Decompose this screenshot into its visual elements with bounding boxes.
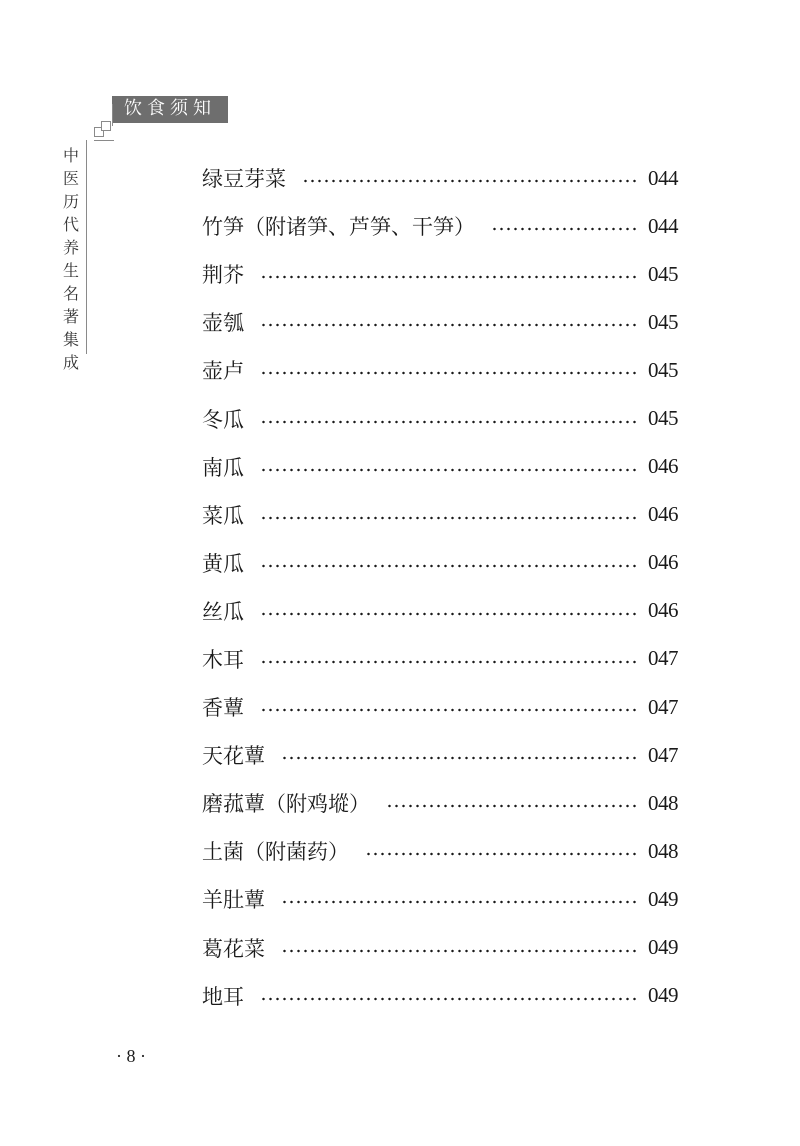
dot-leader	[258, 564, 638, 568]
dot-leader	[258, 323, 638, 327]
dot-leader	[258, 660, 638, 664]
toc-entry	[202, 346, 678, 394]
toc-entry	[202, 298, 678, 346]
dot-leader	[258, 516, 638, 520]
dot-leader	[279, 756, 638, 760]
toc-entry-page: 045	[648, 309, 678, 334]
toc-entry-title: 天花蕈	[202, 744, 265, 769]
dot-leader	[258, 420, 638, 424]
toc-entry-page: 044	[648, 165, 678, 190]
frame-vertical-upper	[112, 104, 113, 126]
toc-entry	[202, 827, 678, 875]
header-rule	[112, 122, 228, 123]
toc-entry-page: 045	[648, 406, 678, 431]
toc-entry-page: 049	[648, 935, 678, 960]
toc-entry	[202, 635, 678, 683]
toc-entry-title: 壶卢	[202, 359, 244, 384]
toc-entry-page: 049	[648, 886, 678, 911]
dot-leader	[300, 179, 638, 183]
dot-leader	[258, 997, 638, 1001]
frame-vertical-lower	[86, 140, 87, 354]
toc-entry-title: 菜瓜	[202, 503, 244, 528]
toc-entry-page: 048	[648, 838, 678, 863]
toc-entry-title: 荆芥	[202, 263, 244, 288]
dot-leader	[258, 371, 638, 375]
toc-entry	[202, 731, 678, 779]
toc-entry-page: 047	[648, 646, 678, 671]
series-title: 中医历代养生名著集成	[62, 146, 79, 372]
toc-entry	[202, 154, 678, 202]
dot-leader	[279, 900, 638, 904]
toc-entry	[202, 683, 678, 731]
toc-entry	[202, 972, 678, 1020]
toc-entry-title: 地耳	[202, 984, 244, 1009]
toc-entry-title: 香蕈	[202, 696, 244, 721]
toc-entry-title: 土菌（附菌药）	[202, 840, 349, 865]
toc-entry-page: 048	[648, 790, 678, 815]
toc-entry-title: 丝瓜	[202, 599, 244, 624]
dot-leader	[279, 949, 638, 953]
dot-leader	[258, 708, 638, 712]
toc-entry-page: 045	[648, 261, 678, 286]
table-of-contents	[202, 154, 678, 1020]
dot-leader	[489, 227, 638, 231]
dot-leader	[363, 852, 638, 856]
toc-entry-page: 046	[648, 598, 678, 623]
book-title: 饮食须知	[112, 96, 228, 122]
toc-entry	[202, 779, 678, 827]
toc-entry	[202, 394, 678, 442]
toc-entry-page: 047	[648, 742, 678, 767]
toc-entry-title: 葛花菜	[202, 936, 265, 961]
toc-entry-page: 044	[648, 213, 678, 238]
toc-entry	[202, 924, 678, 972]
toc-entry-page: 047	[648, 694, 678, 719]
dot-leader	[258, 612, 638, 616]
toc-entry-page: 046	[648, 550, 678, 575]
page-number: · 8 ·	[116, 1046, 146, 1066]
toc-entry-title: 绿豆芽菜	[202, 167, 286, 192]
toc-entry-title: 羊肚蕈	[202, 888, 265, 913]
toc-entry	[202, 875, 678, 923]
toc-entry	[202, 250, 678, 298]
toc-entry-page: 046	[648, 502, 678, 527]
toc-entry-title: 南瓜	[202, 455, 244, 480]
toc-entry-page: 045	[648, 357, 678, 382]
frame-horizontal	[94, 140, 114, 141]
toc-entry-title: 壶瓠	[202, 311, 244, 336]
toc-entry-title: 竹笋（附诸笋、芦笋、干笋）	[202, 215, 475, 240]
toc-entry-page: 049	[648, 983, 678, 1008]
toc-entry	[202, 587, 678, 635]
dot-leader	[258, 275, 638, 279]
toc-entry-page: 046	[648, 454, 678, 479]
toc-entry	[202, 491, 678, 539]
toc-entry-title: 黄瓜	[202, 551, 244, 576]
dot-leader	[384, 804, 638, 808]
toc-entry	[202, 539, 678, 587]
dot-leader	[258, 468, 638, 472]
toc-entry-title: 冬瓜	[202, 407, 244, 432]
toc-entry	[202, 443, 678, 491]
frame-corner-square-inner	[101, 121, 111, 131]
toc-entry	[202, 202, 678, 250]
toc-entry-title: 磨菰蕈（附鸡㙡）	[202, 792, 370, 817]
toc-entry-title: 木耳	[202, 647, 244, 672]
